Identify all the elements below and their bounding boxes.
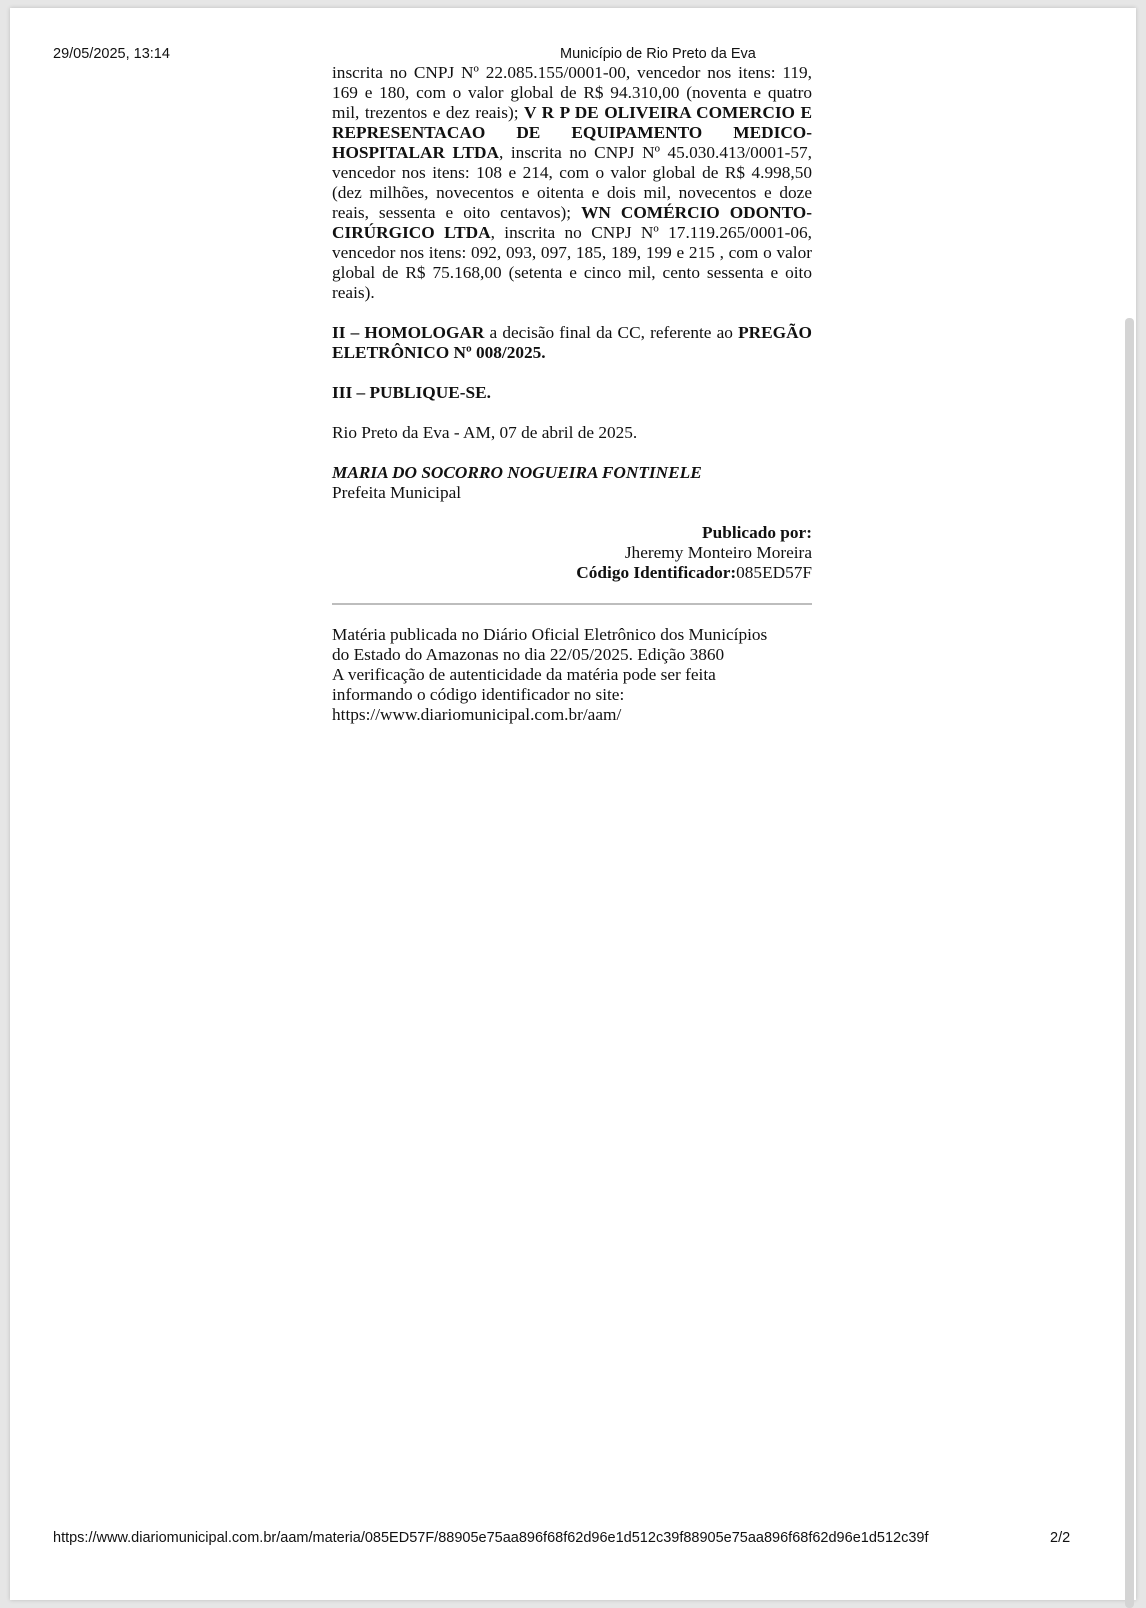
section-label: III – PUBLIQUE-SE. <box>332 383 491 402</box>
published-by-label: Publicado por: <box>702 523 812 542</box>
company-name: WN COMÉRCIO ODONTO-CIRÚRGICO LTDA <box>332 203 812 242</box>
paragraph-publique <box>332 383 812 403</box>
footer-url[interactable]: https://www.diariomunicipal.com.br/aam/materia/085ED57F/88905e75aa896f68f62d96e1d512c39f88905e75aa896f68f62d96e1d512c39f <box>53 1530 929 1546</box>
section-label: II – HOMOLOGAR <box>332 323 485 342</box>
scrollbar[interactable] <box>1125 318 1134 1608</box>
note-line: A verificação de autenticidade da matéria pode ser feita <box>332 665 716 684</box>
text-segment: inscrita no CNPJ Nº 22.085.155/0001-00, vencedor nos itens: 119, 169 e 180, com o valor global de R$ 94.310,00 (noventa e quatro mil, trezentos e dez reais); <box>332 63 812 122</box>
signatory-name: MARIA DO SOCORRO NOGUEIRA FONTINELE <box>332 463 702 482</box>
publication-note <box>332 625 812 725</box>
text-segment: , inscrita no CNPJ Nº 17.119.265/0001-06, vencedor nos itens: 092, 093, 097, 185, 189, 199 e 215 , com o valor global de R$ 75.168,00 (setenta e cinco mil, cento sessenta e oito reais). <box>332 223 813 302</box>
note-line: do Estado do Amazonas no dia 22/05/2025. Edição 3860 <box>332 645 725 664</box>
print-site-title: Município de Rio Preto da Eva <box>560 46 756 62</box>
divider <box>332 603 812 605</box>
print-datetime: 29/05/2025, 13:14 <box>53 46 170 62</box>
text-segment: a decisão final da CC, referente ao <box>484 323 739 342</box>
document-body <box>332 63 812 725</box>
place-date: Rio Preto da Eva - AM, 07 de abril de 2025. <box>332 423 638 442</box>
company-name: V R P DE OLIVEIRA COMERCIO E REPRESENTACAO DE EQUIPAMENTO MEDICO-HOSPITALAR LTDA <box>332 103 813 162</box>
published-by-name: Jheremy Monteiro Moreira <box>624 543 812 562</box>
signatory-role: Prefeita Municipal <box>332 483 462 502</box>
note-line: Matéria publicada no Diário Oficial Eletrônico dos Municípios <box>332 625 768 644</box>
note-site-link[interactable]: https://www.diariomunicipal.com.br/aam/ <box>332 705 622 724</box>
text-segment: , inscrita no CNPJ Nº 45.030.413/0001-57, vencedor nos itens: 108 e 214, com o valor global de R$ 4.998,50 (dez milhões, novecentos e oitenta e dois mil, novecentos e doze reais, sessenta e oito centavos); <box>332 143 812 222</box>
code-label: Código Identificador: <box>576 563 737 582</box>
document-page <box>10 8 1136 1600</box>
code-value: 085ED57F <box>736 563 812 582</box>
note-line: informando o código identificador no site: <box>332 685 625 704</box>
paragraph-winners <box>332 63 812 303</box>
pregao-reference: PREGÃO ELETRÔNICO Nº 008/2025. <box>332 323 812 362</box>
publication-block <box>332 523 812 583</box>
page-indicator: 2/2 <box>1050 1530 1071 1546</box>
paragraph-homologar <box>332 323 812 363</box>
